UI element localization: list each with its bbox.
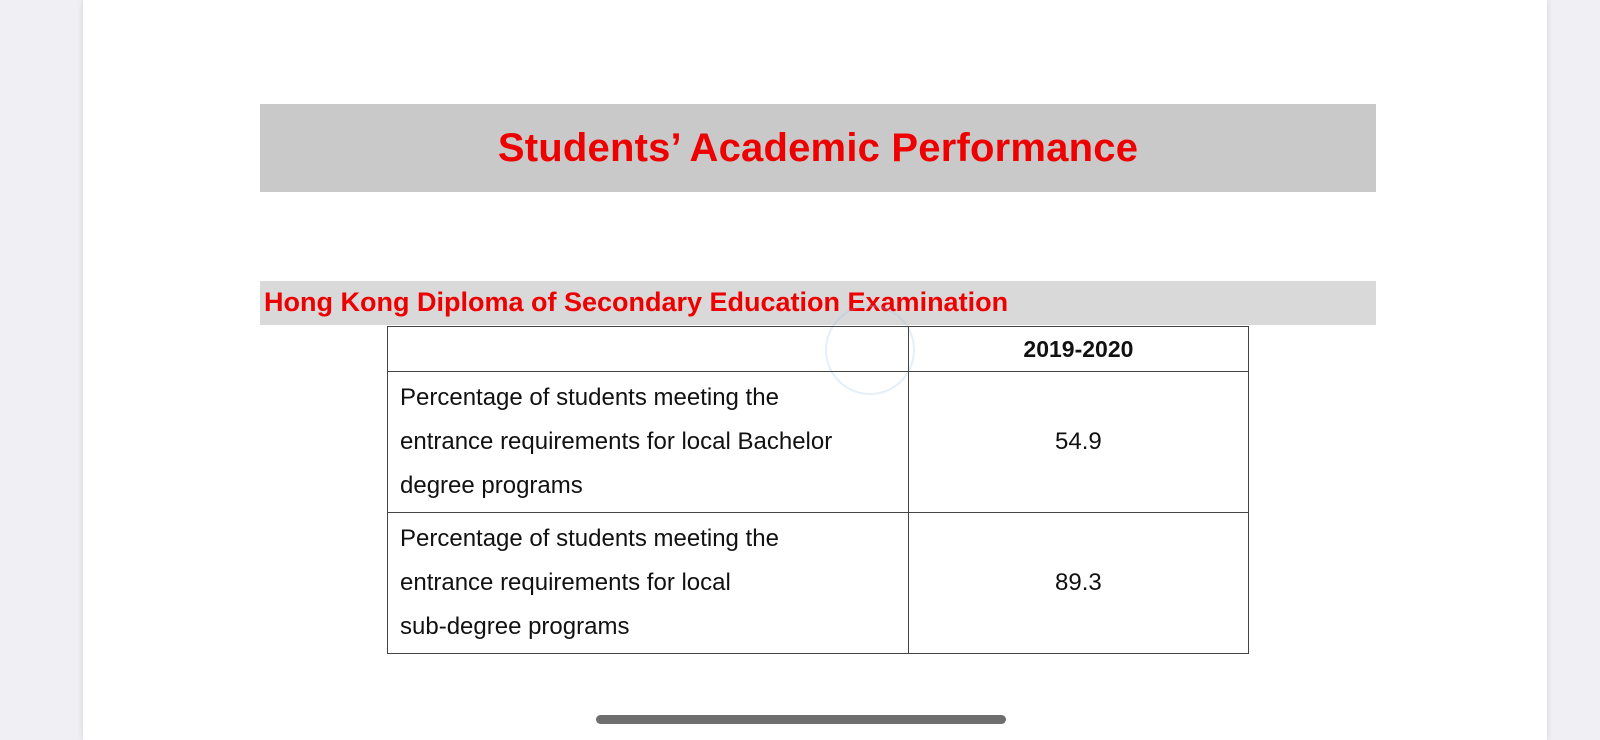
table-header-row [388, 327, 1249, 372]
row-label-sub-degree [388, 513, 909, 654]
document-page [83, 0, 1547, 740]
row-value-bachelor: 54.9 [908, 372, 1248, 513]
section-banner [260, 281, 1376, 325]
row-label-line: degree programs [400, 472, 583, 499]
table-header-blank-cell [388, 327, 909, 372]
row-label-line: entrance requirements for local Bachelor [400, 428, 833, 455]
row-label-bachelor [388, 372, 909, 513]
row-label-line: entrance requirements for local [400, 569, 731, 596]
table-row [388, 372, 1249, 513]
row-label-line: Percentage of students meeting the [400, 525, 779, 552]
table-header-year: 2019-2020 [908, 327, 1248, 372]
section-heading: Hong Kong Diploma of Secondary Education Examination [264, 287, 1009, 317]
results-table [387, 326, 1249, 654]
table-row [388, 513, 1249, 654]
row-label-line: Percentage of students meeting the [400, 384, 779, 411]
title-banner [260, 104, 1376, 192]
row-label-line: sub-degree programs [400, 613, 630, 640]
page-title: Students’ Academic Performance [497, 125, 1139, 170]
home-indicator-bar[interactable] [596, 715, 1006, 724]
row-value-sub-degree: 89.3 [908, 513, 1248, 654]
